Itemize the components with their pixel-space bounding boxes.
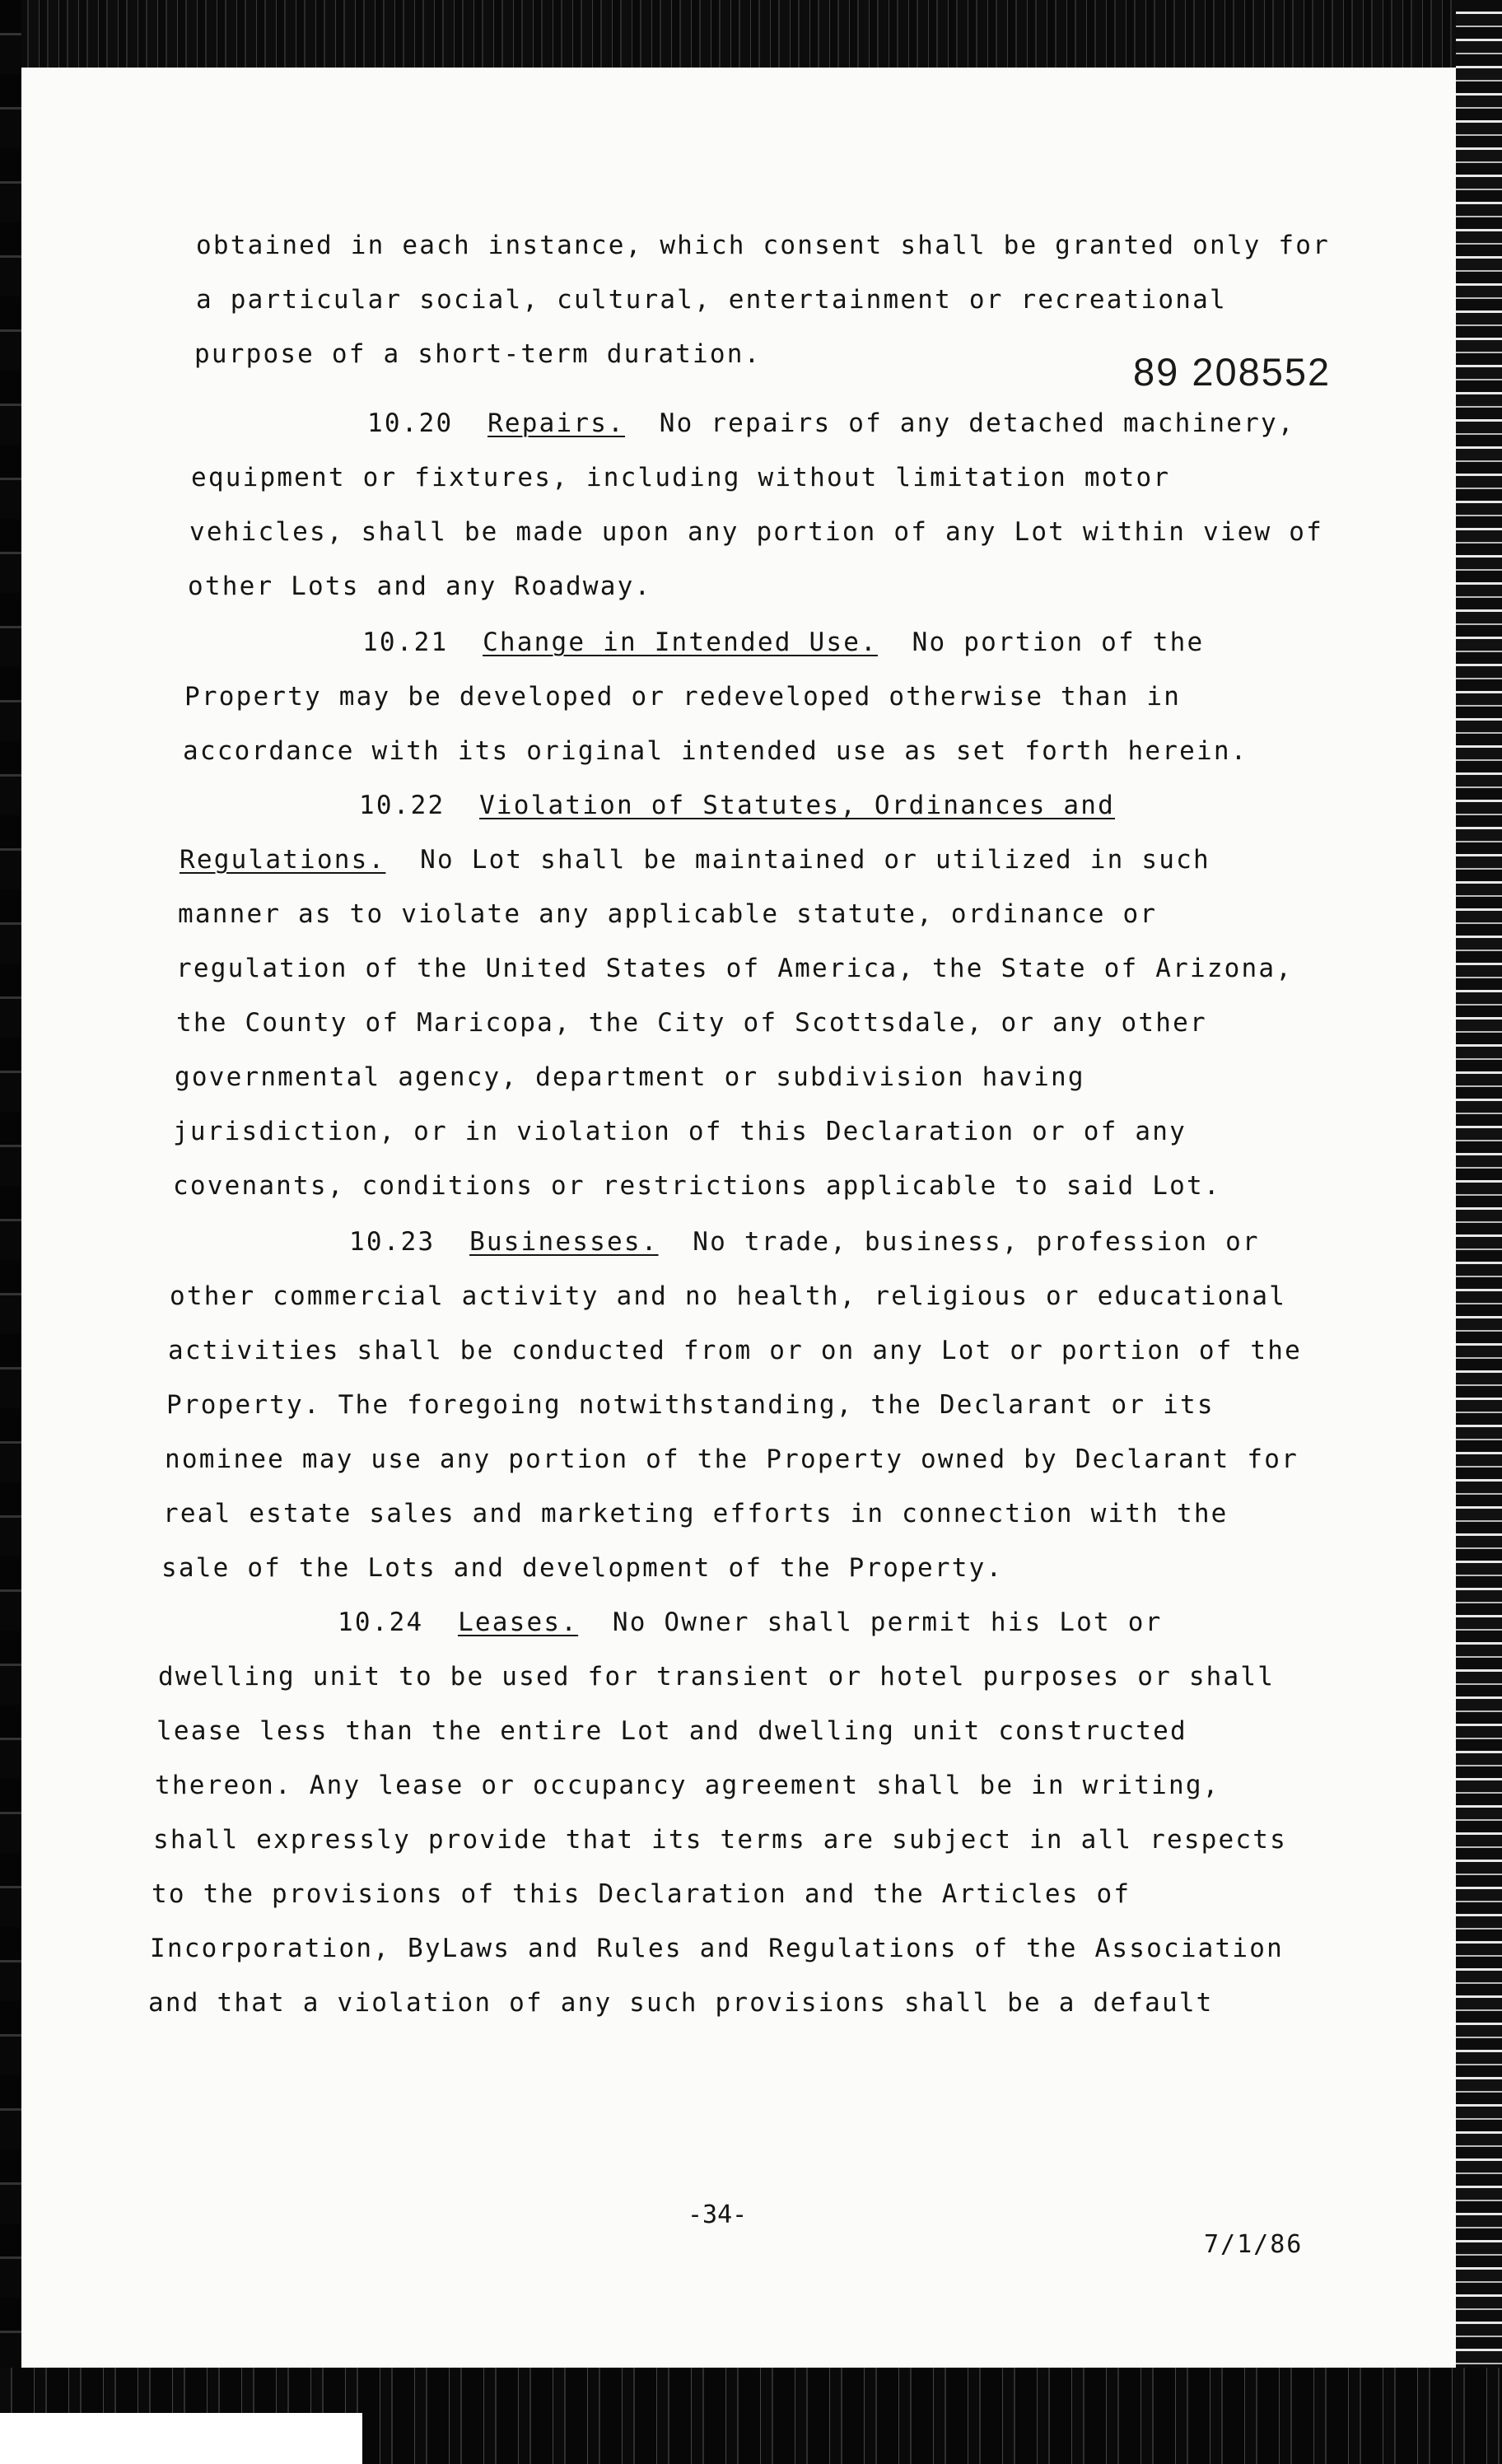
- body-line: vehicles, shall be made upon any portion of any Lot within view of: [189, 517, 1323, 547]
- body-line: dwelling unit to be used for transient or hotel purposes or shall: [158, 1662, 1276, 1692]
- section-10-22-continuation: [180, 843, 1210, 876]
- body-line: the County of Maricopa, the City of Scottsdale, or any other: [176, 1008, 1207, 1038]
- body-line: shall expressly provide that its terms are subject in all respects: [153, 1825, 1287, 1855]
- section-heading: Violation of Statutes, Ordinances and: [479, 791, 1116, 820]
- body-line: Incorporation, ByLaws and Rules and Regulations of the Association: [150, 1934, 1284, 1963]
- body-line: equipment or fixtures, including without limitation motor: [191, 463, 1171, 492]
- section-heading: Businesses.: [469, 1227, 659, 1257]
- body-line: a particular social, cultural, entertainment or recreational: [196, 285, 1227, 315]
- section-10-22-line: [359, 789, 1115, 822]
- section-10-23-line: [349, 1225, 1260, 1258]
- section-number: 10.20: [367, 408, 454, 438]
- body-line: purpose of a short-term duration.: [194, 339, 762, 369]
- body-line: sale of the Lots and development of the Property.: [161, 1553, 1004, 1583]
- body-text: No Lot shall be maintained or utilized in such: [420, 845, 1210, 875]
- section-number: 10.22: [359, 791, 445, 820]
- body-text: No trade, business, profession or: [693, 1227, 1260, 1257]
- scan-border-left: [0, 0, 21, 2464]
- body-text: No repairs of any detached machinery,: [659, 408, 1295, 438]
- document-number: 89 208552: [1133, 350, 1332, 394]
- section-heading: Repairs.: [487, 408, 625, 438]
- body-line: other commercial activity and no health, religious or educational: [170, 1281, 1287, 1311]
- body-line: jurisdiction, or in violation of this Declaration or of any: [173, 1117, 1187, 1146]
- page-number: -34-: [688, 2200, 748, 2229]
- section-10-20-line: [367, 407, 1295, 440]
- section-10-24-line: [338, 1606, 1162, 1639]
- body-line: and that a violation of any such provisions shall be a default: [148, 1988, 1214, 2018]
- body-line: covenants, conditions or restrictions applicable to said Lot.: [173, 1171, 1221, 1201]
- body-line: thereon. Any lease or occupancy agreement shall be in writing,: [155, 1771, 1220, 1800]
- body-line: lease less than the entire Lot and dwelling unit constructed: [156, 1716, 1187, 1746]
- body-text: No Owner shall permit his Lot or: [612, 1608, 1163, 1637]
- section-number: 10.24: [338, 1608, 424, 1637]
- body-line: governmental agency, department or subdivision having: [175, 1062, 1085, 1092]
- scan-border-top: [0, 0, 1502, 68]
- body-line: activities shall be conducted from or on any Lot or portion of the: [168, 1336, 1302, 1365]
- body-line: Property may be developed or redeveloped otherwise than in: [184, 682, 1182, 712]
- body-line: nominee may use any portion of the Property owned by Declarant for: [165, 1444, 1299, 1474]
- body-line: manner as to violate any applicable statute, ordinance or: [178, 899, 1158, 929]
- section-10-21-line: [362, 626, 1204, 659]
- section-heading: Change in Intended Use.: [483, 628, 878, 657]
- body-line: Property. The foregoing notwithstanding, the Declarant or its: [166, 1390, 1215, 1420]
- document-date: 7/1/86: [1204, 2230, 1304, 2259]
- body-text: No portion of the: [912, 628, 1205, 657]
- section-number: 10.21: [362, 628, 449, 657]
- body-line: real estate sales and marketing efforts in connection with the: [163, 1499, 1229, 1528]
- scan-border-right: [1456, 0, 1502, 2464]
- body-line: to the provisions of this Declaration and the Articles of: [152, 1879, 1131, 1909]
- body-line: accordance with its original intended use as set forth herein.: [183, 736, 1248, 766]
- section-number: 10.23: [349, 1227, 436, 1257]
- scan-bottom-notch: [0, 2413, 362, 2464]
- section-heading: Leases.: [458, 1608, 579, 1637]
- body-line: regulation of the United States of America, the State of Arizona,: [176, 954, 1294, 983]
- section-heading: Regulations.: [180, 845, 386, 875]
- body-line: obtained in each instance, which consent shall be granted only for: [196, 231, 1330, 260]
- body-line: other Lots and any Roadway.: [188, 572, 652, 601]
